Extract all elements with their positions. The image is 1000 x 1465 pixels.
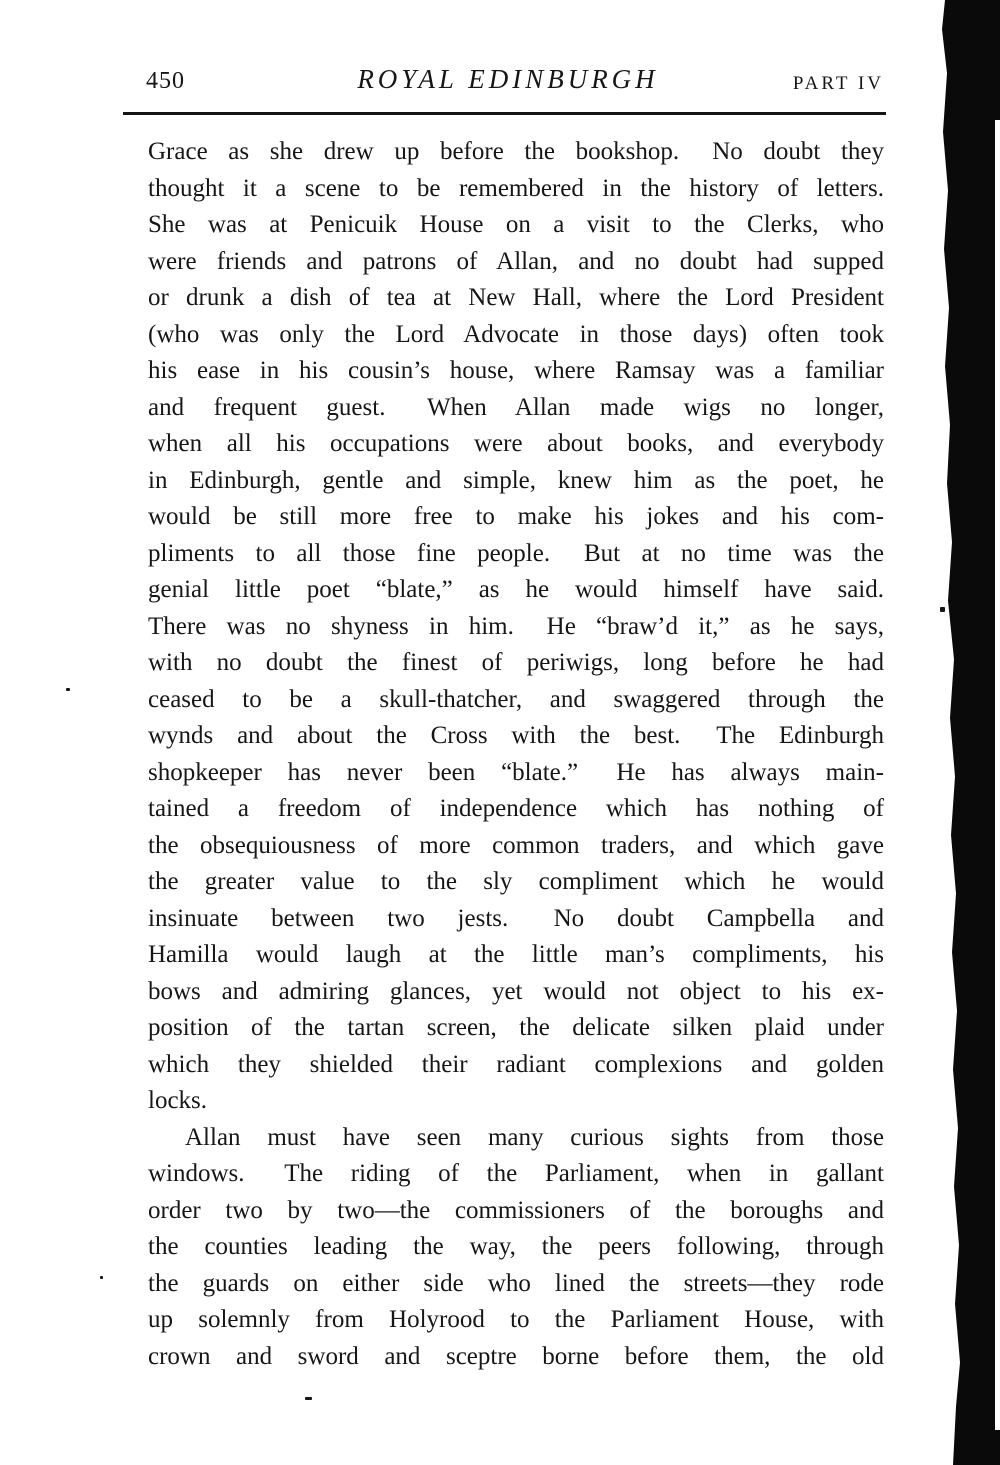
text-line: genial little poet “blate,” as he would himself have said. [148,576,884,603]
text-line: Hamilla would laugh at the little man’s compliments, his [148,941,884,968]
running-title: ROYAL EDINBURGH [357,64,659,94]
scan-edge-shadow [938,0,1000,1465]
scan-edge-sliver [995,120,1000,1430]
text-line: the greater value to the sly compliment which he would [148,868,884,895]
text-line: Grace as she drew up before the bookshop. No doubt they [148,138,884,165]
text-line: the counties leading the way, the peers following, through [148,1233,884,1260]
text-line: She was at Penicuik House on a visit to the Clerks, who [148,211,884,238]
page-body [148,134,884,1375]
text-line: insinuate between two jests. No doubt Campbella and [148,904,884,932]
text-line: in Edinburgh, gentle and simple, knew him as the poet, he [148,466,884,494]
text-line: shopkeeper has never been “blate.” He has always main- [148,758,884,786]
text-line: thought it a scene to be remembered in the history of letters. [148,174,884,202]
scan-speck [100,1276,103,1279]
text-line: locks. [148,1087,208,1114]
text-line: Allan must have seen many curious sights from those [185,1123,884,1151]
text-line: crown and sword and sceptre borne before them, the old [148,1342,884,1370]
text-line: up solemnly from Holyrood to the Parliament House, with [148,1306,884,1333]
text-line: and frequent guest. When Allan made wigs no longer, [148,393,884,421]
scan-speck [305,1397,312,1400]
text-line: order two by two—the commissioners of the boroughs and [148,1196,884,1224]
text-line: tained a freedom of independence which has nothing of [148,795,884,822]
scan-speck [66,688,70,691]
text-line: wynds and about the Cross with the best. The Edinburgh [148,722,884,749]
text-line: which they shielded their radiant complexions and golden [148,1050,884,1078]
text-line: position of the tartan screen, the delicate silken plaid under [148,1014,884,1041]
text-line: the guards on either side who lined the streets—they rode [148,1269,884,1297]
text-line: his ease in his cousin’s house, where Ramsay was a familiar [148,357,884,384]
text-line: were friends and patrons of Allan, and no doubt had supped [148,247,884,275]
text-line: the obsequiousness of more common traders, and which gave [148,831,884,859]
text-line: pliments to all those fine people. But at no time was the [148,539,884,567]
text-line: or drunk a dish of tea at New Hall, where the Lord President [148,284,884,311]
text-line: bows and admiring glances, yet would not object to his ex- [148,977,884,1005]
text-line: would be still more free to make his jokes and his com- [148,503,884,530]
scan-speck [940,607,945,612]
header-rule [123,112,886,115]
text-line: with no doubt the finest of periwigs, long before he had [148,649,884,676]
page-number: 450 [146,68,185,94]
text-line: (who was only the Lord Advocate in those days) often took [148,320,884,348]
text-line: ceased to be a skull-thatcher, and swaggered through the [148,685,884,713]
part-label: PART IV [792,73,884,94]
text-line: windows. The riding of the Parliament, when in gallant [148,1160,884,1187]
text-line: There was no shyness in him. He “braw’d it,” as he says, [148,612,884,640]
text-line: when all his occupations were about books, and everybody [148,430,884,457]
